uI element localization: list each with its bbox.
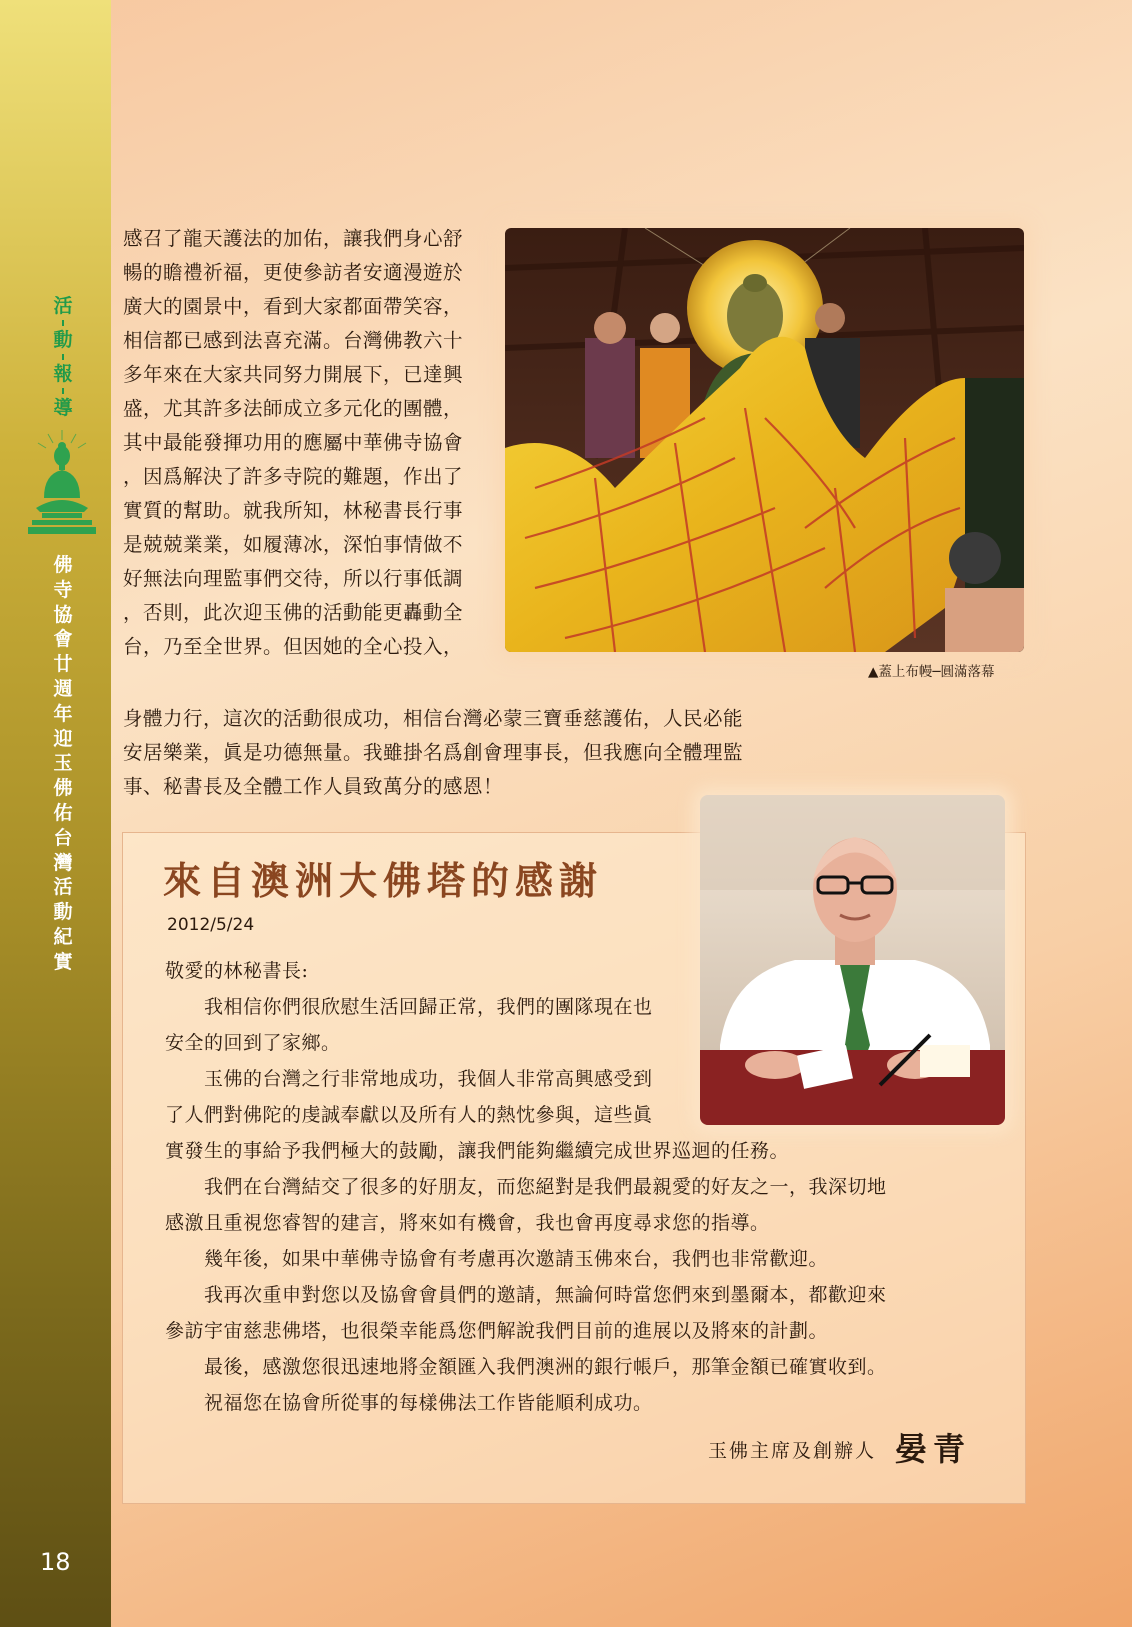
letter-line: 敬愛的林秘書長: bbox=[165, 960, 309, 982]
section-separator bbox=[62, 388, 64, 394]
section-char: 活 bbox=[53, 295, 73, 317]
section-char: 報 bbox=[53, 363, 73, 385]
letter-date: 2012/5/24 bbox=[167, 915, 255, 935]
letter-line: 實發生的事給予我們極大的鼓勵，讓我們能夠繼續完成世界巡迴的任務。 bbox=[165, 1140, 790, 1162]
article-line: 廣大的園景中，看到大家都面帶笑容， bbox=[123, 295, 464, 318]
ceremony-photo bbox=[505, 228, 1024, 652]
letter-title: 來自澳洲大佛塔的感謝 bbox=[163, 858, 604, 903]
series-char: 佛 bbox=[53, 777, 73, 800]
article-line: 是兢兢業業，如履薄冰，深怕事情做不 bbox=[123, 533, 464, 556]
article-line: 相信都已感到法喜充滿。台灣佛教六十 bbox=[123, 329, 464, 352]
series-char: 活 bbox=[53, 876, 73, 899]
article-line: ，因爲解決了許多寺院的難題，作出了 bbox=[123, 465, 464, 488]
seated-buddha-icon bbox=[22, 428, 102, 538]
series-char: 廿 bbox=[53, 653, 73, 676]
sidebar bbox=[0, 0, 111, 1627]
letter-line: 了人們對佛陀的虔誠奉獻以及所有人的熱忱參與，這些眞 bbox=[165, 1104, 653, 1126]
section-separator bbox=[62, 320, 64, 326]
series-char: 灣 bbox=[53, 851, 73, 874]
series-char: 佑 bbox=[53, 801, 73, 824]
signature-role: 玉佛主席及創辦人 bbox=[708, 1440, 877, 1462]
article-line: 實質的幫助。就我所知，林秘書長行事 bbox=[123, 499, 464, 522]
letter-line: 幾年後，如果中華佛寺協會有考慮再次邀請玉佛來台，我們也非常歡迎。 bbox=[165, 1248, 829, 1270]
letter-line: 最後，感激您很迅速地將金額匯入我們澳洲的銀行帳戶，那筆金額已確實收到。 bbox=[165, 1356, 887, 1378]
series-char: 玉 bbox=[53, 752, 73, 775]
article-line: 台，乃至全世界。但因她的全心投入， bbox=[123, 635, 464, 658]
article-line: 身體力行，這次的活動很成功，相信台灣必蒙三寶垂慈護佑，人民必能 bbox=[123, 707, 744, 730]
article-line: 好無法向理監事們交待，所以行事低調 bbox=[123, 567, 464, 590]
article-line: 感召了龍天護法的加佑，讓我們身心舒 bbox=[123, 227, 464, 250]
series-char: 週 bbox=[53, 677, 73, 700]
photo-caption: ▲蓋上布幔─圓滿落幕 bbox=[868, 664, 995, 680]
series-char: 紀 bbox=[53, 925, 73, 948]
series-char: 寺 bbox=[53, 578, 73, 601]
article-line: 安居樂業，眞是功德無量。我雖掛名爲創會理事長，但我應向全體理監 bbox=[123, 741, 744, 764]
letter-line: 感激且重視您睿智的建言，將來如有機會，我也會再度尋求您的指導。 bbox=[165, 1212, 770, 1234]
series-char: 佛 bbox=[53, 554, 73, 576]
series-char: 會 bbox=[53, 628, 73, 651]
letter-line: 祝福您在協會所從事的每樣佛法工作皆能順利成功。 bbox=[165, 1392, 653, 1414]
founder-photo bbox=[700, 795, 1005, 1125]
page-number: 18 bbox=[40, 1548, 71, 1576]
signature-name: 晏青 bbox=[895, 1430, 972, 1468]
section-char: 導 bbox=[53, 397, 73, 419]
series-char: 實 bbox=[53, 950, 73, 973]
section-label bbox=[46, 293, 80, 421]
article-line: 其中最能發揮功用的應屬中華佛寺協會 bbox=[123, 431, 464, 454]
letter-line: 安全的回到了家鄉。 bbox=[165, 1032, 341, 1054]
series-char: 迎 bbox=[53, 727, 73, 750]
section-char: 動 bbox=[53, 329, 73, 351]
series-char: 年 bbox=[53, 702, 73, 725]
article-line: 盛，尤其許多法師成立多元化的團體， bbox=[123, 397, 464, 420]
series-title bbox=[46, 553, 80, 975]
article-line: 暢的瞻禮祈福，更使參訪者安適漫遊於 bbox=[123, 261, 464, 284]
article-line: ，否則，此次迎玉佛的活動能更轟動全 bbox=[123, 601, 464, 624]
section-separator bbox=[62, 354, 64, 360]
letter-line: 玉佛的台灣之行非常地成功，我個人非常高興感受到 bbox=[165, 1068, 653, 1090]
article-line: 多年來在大家共同努力開展下，已達興 bbox=[123, 363, 464, 386]
letter-line: 我們在台灣結交了很多的好朋友，而您絕對是我們最親愛的好友之一，我深切地 bbox=[165, 1176, 887, 1198]
article-line: 事、秘書長及全體工作人員致萬分的感恩！ bbox=[123, 775, 504, 798]
series-char: 動 bbox=[53, 901, 73, 924]
letter-line: 參訪宇宙慈悲佛塔，也很榮幸能爲您們解說我們目前的進展以及將來的計劃。 bbox=[165, 1320, 829, 1342]
series-char: 協 bbox=[53, 603, 73, 626]
letter-line: 我相信你們很欣慰生活回歸正常，我們的團隊現在也 bbox=[165, 996, 653, 1018]
letter-line: 我再次重申對您以及協會會員們的邀請，無論何時當您們來到墨爾本，都歡迎來 bbox=[165, 1284, 887, 1306]
series-char: 台 bbox=[53, 826, 73, 849]
